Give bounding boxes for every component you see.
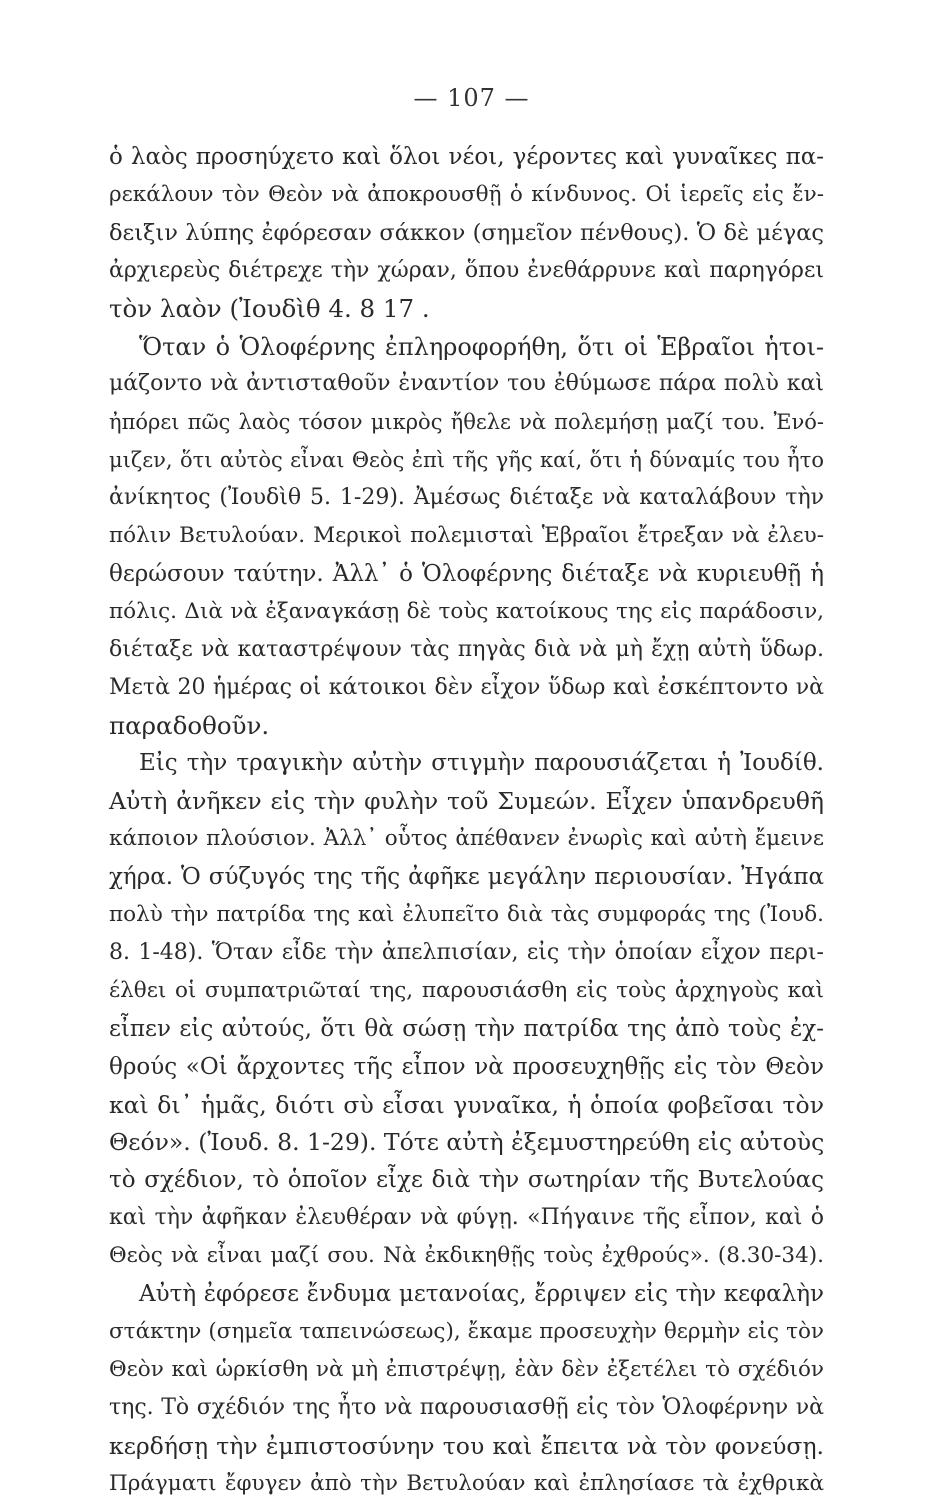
text-line: παραδοθοῦν.: [109, 710, 270, 740]
text-line: μάζοντο νὰ ἀντισταθοῦν ἐναντίον του ἐθύμωσε πάρα πολὺ καὶ: [109, 371, 824, 397]
text-line: καὶ δι᾽ ἡμᾶς, διότι σὺ εἶσαι γυναῖκα, ἡ ὁποία φοβεῖσαι τὸν: [109, 1090, 824, 1119]
text-line: κάποιον πλούσιον. Ἀλλ᾽ οὗτος ἀπέθανεν ἐνωρὶς καὶ αὐτὴ ἔμεινε: [109, 826, 824, 852]
text-line: ὁ λαὸς προσηύχετο καὶ ὅλοι νέοι, γέροντες καὶ γυναῖκες πα-: [109, 144, 824, 170]
text-line: θερώσουν ταύτην. Ἀλλ᾽ ὁ Ὁλοφέρνης διέταξε νὰ κυριευθῇ ἡ: [109, 560, 824, 587]
text-line: πολὺ τὴν πατρίδα της καὶ ἐλυπεῖτο διὰ τὰς συμφοράς της (Ἰουδ.: [109, 902, 824, 927]
text-line: Μετὰ 20 ἡμέρας οἱ κάτοικοι δὲν εἶχον ὕδωρ καὶ ἐσκέπτοντο νὰ: [109, 674, 824, 700]
text-line: Ὅταν ὁ Ὁλοφέρνης ἐπληροφορήθη, ὅτι οἱ Ἑβραῖοι ἡτοι-: [139, 332, 824, 361]
text-line: πόλις. Διὰ νὰ ἐξαναγκάσῃ δὲ τοὺς κατοίκους της εἰς παράδοσιν,: [109, 598, 824, 624]
text-line: Θεὸς νὰ εἶναι μαζί σου. Νὰ ἐκδικηθῇς τοὺς ἐχθρούς». (8.30-34).: [109, 1243, 824, 1269]
text-line: Θεόν». (Ἰουδ. 8. 1-29). Τότε αὐτὴ ἐξεμυστηρεύθη εἰς αὐτοὺς: [109, 1128, 825, 1157]
text-line: 8. 1-48). Ὅταν εἶδε τὴν ἀπελπισίαν, εἰς τὴν ὁποίαν εἶχον περι-: [109, 939, 824, 965]
text-line: διέταξε νὰ καταστρέψουν τὰς πηγὰς διὰ νὰ μὴ ἔχῃ αὐτὴ ὕδωρ.: [109, 636, 824, 662]
text-line: ρεκάλουν τὸν Θεὸν νὰ ἀποκρουσθῇ ὁ κίνδυνος. Οἱ ἱερεῖς εἰς ἔν-: [109, 181, 824, 207]
text-line: κερδήσῃ τὴν ἐμπιστοσύνην του καὶ ἔπειτα νὰ τὸν φονεύσῃ.: [109, 1431, 824, 1460]
text-line: Αὐτὴ ἐφόρεσε ἔνδυμα μετανοίας, ἔρριψεν εἰς τὴν κεφαλὴν: [139, 1281, 824, 1307]
text-line: ἀρχιερεὺς διέτρεχε τὴν χώραν, ὅπου ἐνεθάρρυνε καὶ παρηγόρει: [109, 257, 824, 283]
text-line: πόλιν Βετυλούαν. Μερικοὶ πολεμισταὶ Ἑβραῖοι ἔτρεξαν νὰ ἐλευ-: [109, 523, 824, 548]
text-line: Αὐτὴ ἀνῆκεν εἰς τὴν φυλὴν τοῦ Συμεών. Εἶχεν ὑπανδρευθῆ: [109, 787, 824, 816]
text-line: της. Τὸ σχέδιόν της ἦτο νὰ παρουσιασθῇ εἰς τὸν Ὁλοφέρνην νὰ: [109, 1394, 824, 1420]
text-line: εἶπεν εἰς αὐτούς, ὅτι θὰ σώσῃ τὴν πατρίδα της ἀπὸ τοὺς ἐχ-: [109, 1015, 824, 1042]
text-line: Εἰς τὴν τραγικὴν αὐτὴν στιγμὴν παρουσιάζεται ἡ Ἰουδίθ.: [139, 750, 824, 777]
text-line: ἠπόρει πῶς λαὸς τόσον μικρὸς ἤθελε νὰ πολεμήσῃ μαζί του. Ἐνό-: [109, 410, 824, 435]
text-line: έλθει οἱ συμπατριῶταί της, παρουσιάσθη εἰς τοὺς ἀρχηγοὺς καὶ: [109, 977, 824, 1003]
text-line: τὸ σχέδιον, τὸ ὁποῖον εἶχε διὰ τὴν σωτηρίαν τῆς Βυτελούας: [109, 1167, 824, 1194]
text-line: στάκτην (σημεῖα ταπεινώσεως), ἔκαμε προσευχὴν θερμὴν εἰς τὸν: [109, 1318, 824, 1344]
text-line: χήρα. Ὁ σύζυγός της τῆς ἀφῆκε μεγάλην περιουσίαν. Ἠγάπα: [109, 864, 824, 891]
text-line: Θεὸν καὶ ὡρκίσθη νὰ μὴ ἐπιστρέψῃ, ἐὰν δὲν ἐξετέλει τὸ σχέδιόν: [109, 1356, 824, 1382]
text-line: τὸν λαὸν (Ἰουδὶθ 4. 8 17 .: [109, 293, 430, 323]
text-line: δειξιν λύπης ἐφόρεσαν σάκκον (σημεῖον πένθους). Ὁ δὲ μέγας: [109, 219, 824, 246]
text-line: μιζεν, ὅτι αὐτὸς εἶναι Θεὸς ἐπὶ τῆς γῆς καί, ὅτι ἡ δύναμίς του ἦτο: [109, 448, 824, 473]
text-line: θρούς «Οἱ ἄρχοντες τῆς εἶπον νὰ προσευχηθῇς εἰς τὸν Θεὸν: [109, 1053, 824, 1080]
text-line: ἀνίκητος (Ἰουδὶθ 5. 1-29). Ἀμέσως διέταξε νὰ καταλάβουν τὴν: [109, 485, 824, 511]
text-line: καὶ τὴν ἀφῆκαν ἐλευθέραν νὰ φύγῃ. «Πήγαινε τῆς εἶπον, καὶ ὁ: [109, 1205, 824, 1231]
text-line: Πράγματι ἔφυγεν ἀπὸ τὴν Βετυλούαν καὶ ἐπλησίασε τὰ ἐχθρικὰ: [109, 1470, 824, 1496]
page-number: — 107 —: [413, 84, 530, 112]
